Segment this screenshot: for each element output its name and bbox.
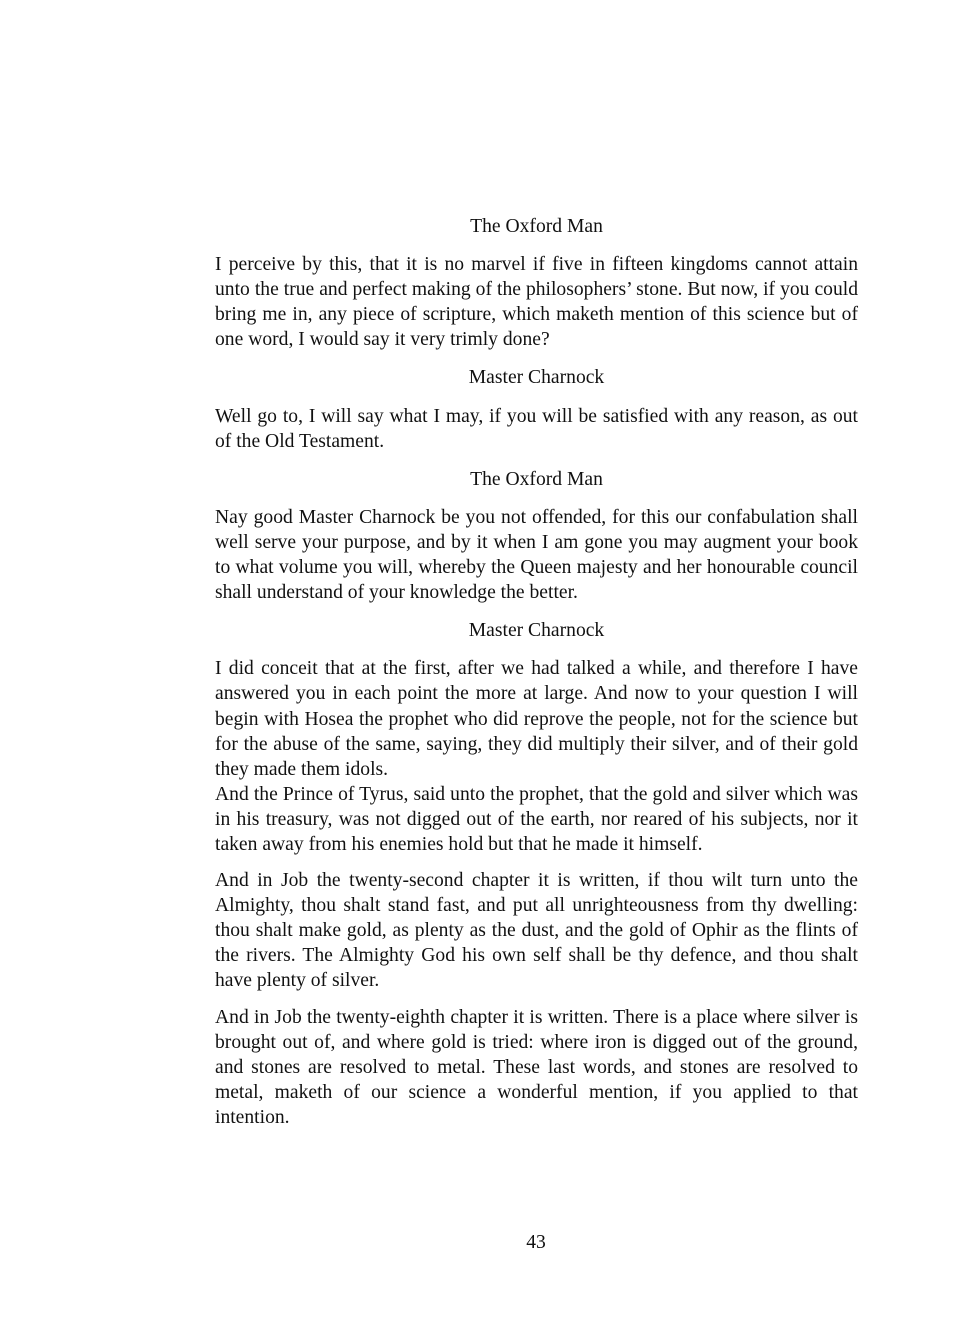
speaker-heading: Master Charnock: [468, 620, 605, 642]
speaker-heading: The Oxford Man: [470, 468, 603, 490]
dialogue-paragraph: And the Prince of Tyrus, said unto the prophet, that the gold and silver which was in his treasury, was not digged out of the earth, nor reared of his subjects, nor it taken away from his enemies hold but that he made it himself.: [215, 783, 858, 855]
dialogue-paragraph: Well go to, I will say what I may, if you will be satisfied with any reason, as out of the Old Testament.: [215, 405, 858, 452]
page-number: 43: [526, 1232, 546, 1253]
page-body: [215, 214, 858, 1130]
dialogue-paragraph: Nay good Master Charnock be you not offended, for this our confabulation shall well serve your purpose, and by it when I am gone you may augment your book to what volume you will, whereby the Queen majesty and her honourable council shall understand of your knowledge the better.: [215, 506, 858, 604]
dialogue-paragraph: I did conceit that at the first, after we had talked a while, and therefore I have answered you in each point the more at large. And now to your question I will begin with Hosea the prophet who did reprove the people, not for the science but for the abuse of the same, saying, they did multiply their silver, and of their gold they made them idols.: [215, 658, 858, 780]
speaker-heading: The Oxford Man: [470, 216, 603, 237]
speaker-heading: Master Charnock: [468, 367, 605, 389]
dialogue-paragraph: And in Job the twenty-second chapter it is written, if thou wilt turn unto the Almighty, thou shalt stand fast, and put all unrighteousness from thy dwelling: thou shalt make gold, as plenty as the dust, and the gold of Ophir as the flints of the rivers. The Almighty God his own self shall be thy defence, and thou shalt have plenty of silver.: [215, 870, 858, 992]
dialogue-paragraph: And in Job the twenty-eighth chapter it is written. There is a place where silver is brought out of, and where gold is tried: where iron is digged out of the ground, and stones are resolved to metal. These last words, and stones are resolved to metal, maketh of our science a wonderful mention, if you applied to that intention.: [215, 1006, 858, 1128]
dialogue-paragraph: I perceive by this, that it is no marvel if five in fifteen kingdoms cannot attain unto the true and perfect making of the philosophers’ stone. But now, if you could bring me in, any piece of scripture, which maketh mention of this science but of one word, I would say it very trimly done?: [215, 254, 858, 351]
